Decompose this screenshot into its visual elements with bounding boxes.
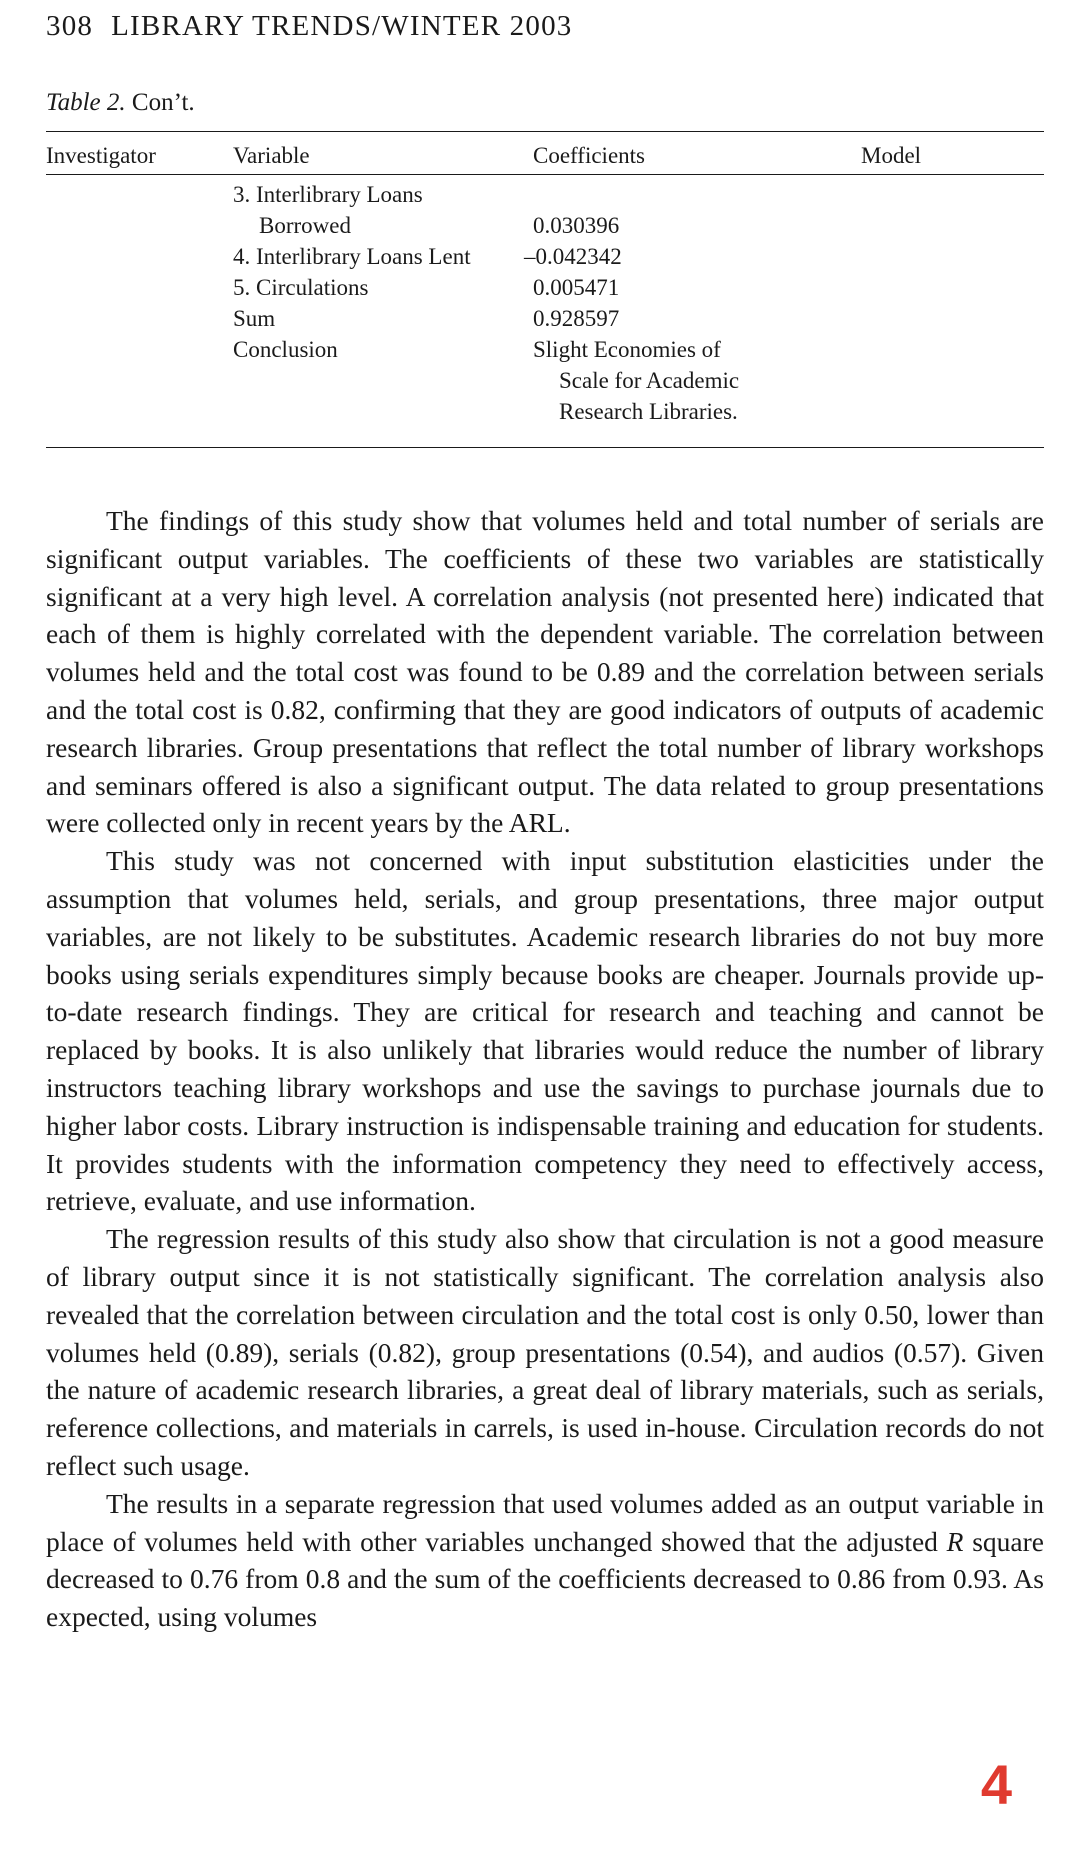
r-symbol: R (946, 1525, 964, 1557)
paragraph-substitution: This study was not concerned with input substitution elasticities under the assumption that volumes held, serials, and group presentations, three major output variables, are not likely to be substitutes. Academic research libraries do not buy more books using serials expenditures simply because books are cheaper. Journals provide up-to-date research findings. They are critical for research and teaching and cannot be replaced by books. It is also unlikely that libraries would reduce the number of library instructors teaching library workshops and use the savings to purchase journals due to higher labor costs. Library instruction is indispensable training and education for students. It provides students with the information competency they need to effectively access, retrieve, evaluate, and use information. (46, 845, 1044, 1217)
table-bottom-rule (46, 447, 1044, 448)
table-cell-variable: 5. Circulations (233, 275, 369, 300)
coefficients-table (46, 131, 1044, 448)
paragraph-text: square decreased to 0.76 from 0.8 and the sum of the coefficients decreased to 0.86 from 0.93. As expected, using volumes (46, 1525, 1044, 1633)
table-header-row (46, 132, 1044, 174)
table-caption-text: Con’t. (131, 89, 195, 116)
paragraph-text: The results in a separate regression that used volumes added as an output variable in place of volumes held with other variables unchanged showed that the adjusted (46, 1487, 1044, 1557)
paragraph-circulation: The regression results of this study also show that circulation is not a good measure of library output since it is not statistically significant. The correlation analysis also revealed that the correlation between circulation and the total cost is only 0.50, lower than volumes held (0.89), serials (0.82), group presentations (0.54), and audios (0.57). Given the nature of academic research libraries, a great deal of library materials, such as serials, reference collections, and materials in carrels, is used in-house. Circulation records do not reflect such usage. (46, 1223, 1044, 1481)
table-cell-variable: Borrowed (259, 213, 351, 238)
table-cell-variable: 3. Interlibrary Loans (233, 182, 423, 207)
table-body (46, 175, 1044, 447)
paragraph-findings: The findings of this study show that volumes held and total number of serials are significant output variables. The coefficients of these two variables are statistically significant at a very high level. A correlation analysis (not presented here) indicated that each of them is highly correlated with the dependent variable. The correlation between volumes held and the total cost was found to be 0.89 and the correlation between serials and the total cost is 0.82, confirming that they are good indicators of outputs of academic research libraries. Group presentations that reflect the total number of library workshops and seminars offered is also a significant output. The data related to group presentations were collected only in recent years by the ARL. (46, 505, 1044, 839)
running-title: LIBRARY TRENDS/WINTER 2003 (111, 10, 573, 42)
table-cell-coefficient: Slight Economies of (533, 337, 721, 362)
table-cell-coefficient: Scale for Academic (559, 368, 740, 393)
page-marker: 4 (980, 1753, 1012, 1816)
table-cell-coefficient: 0.030396 (533, 213, 620, 238)
table-cell-variable: Sum (233, 306, 276, 331)
page-number: 308 (46, 10, 94, 42)
body-text (46, 502, 1044, 1636)
table-cell-coefficient: Research Libraries. (559, 399, 738, 424)
table-caption (46, 89, 195, 117)
column-header-variable: Variable (233, 143, 310, 168)
table-cell-coefficient: –0.042342 (524, 244, 622, 269)
running-header (46, 10, 572, 43)
column-header-investigator: Investigator (46, 143, 156, 168)
paragraph-volumes-added (46, 1485, 1044, 1636)
table-cell-coefficient: 0.928597 (533, 306, 620, 331)
table-cell-coefficient: 0.005471 (533, 275, 620, 300)
column-header-model: Model (861, 143, 922, 168)
table-cell-variable: Conclusion (233, 337, 338, 362)
table-label: Table 2. (46, 89, 126, 116)
table-cell-variable: 4. Interlibrary Loans Lent (233, 244, 471, 269)
column-header-coefficients: Coefficients (533, 143, 645, 168)
